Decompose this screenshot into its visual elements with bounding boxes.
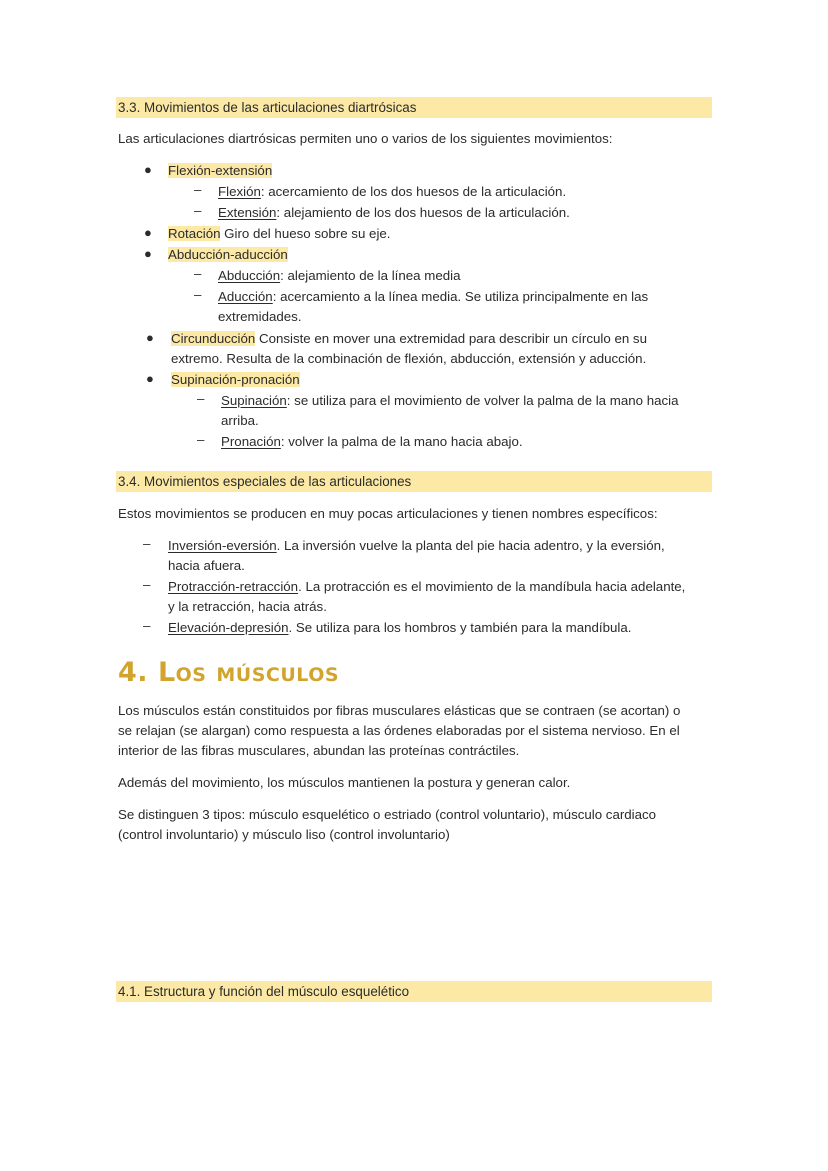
bullet-dot: ●: [144, 246, 152, 261]
section-3-3-intro: Las articulaciones diartrósicas permiten uno o varios de los siguientes movimientos:: [118, 131, 613, 146]
sub-item-supination-cont: arriba.: [221, 413, 259, 428]
sub-item-extension: Extensión: alejamiento de los dos huesos de la articulación.: [218, 205, 570, 220]
dash-marker: –: [143, 536, 151, 551]
list-item-inversion-eversion: Inversión-eversión. La inversión vuelve la planta del pie hacia adentro, y la eversión,: [168, 538, 665, 553]
section-4-1-heading: 4.1. Estructura y función del músculo esquelético: [116, 981, 712, 1002]
bullet-dot: ●: [144, 225, 152, 240]
list-item-rotation: Rotación Giro del hueso sobre su eje.: [168, 226, 391, 241]
list-item-protraction-retraction-cont: y la retracción, hacia atrás.: [168, 599, 327, 614]
section-3-4-heading: 3.4. Movimientos especiales de las articulaciones: [116, 471, 712, 492]
sub-item-supination: Supinación: se utiliza para el movimiento de volver la palma de la mano hacia: [221, 393, 679, 408]
sub-item-adduction: Aducción: acercamiento a la línea media. Se utiliza principalmente en las: [218, 289, 649, 304]
sub-item-flexion: Flexión: acercamiento de los dos huesos de la articulación.: [218, 184, 567, 199]
list-item-inversion-eversion-cont: hacia afuera.: [168, 558, 245, 573]
paragraph-1-line-2: se relajan (se alargan) como respuesta a las órdenes elaboradas por el sistema nervioso. En el: [118, 723, 680, 738]
dash-marker: –: [194, 287, 202, 302]
list-item-circumduction: Circunducción Consiste en mover una extremidad para describir un círculo en su: [171, 331, 647, 346]
paragraph-1-line-1: Los músculos están constituidos por fibras musculares elásticas que se contraen (se acortan) o: [118, 703, 681, 718]
list-item-protraction-retraction: Protracción-retracción. La protracción es el movimiento de la mandíbula hacia adelante,: [168, 579, 686, 594]
paragraph-3-line-2: (control involuntario) y músculo liso (control involuntario): [118, 827, 450, 842]
section-3-3-heading: 3.3. Movimientos de las articulaciones diartrósicas: [116, 97, 712, 118]
paragraph-2: Además del movimiento, los músculos mantienen la postura y generan calor.: [118, 775, 571, 790]
list-item-abduction-adduction: Abducción-aducción: [168, 247, 288, 262]
dash-marker: –: [143, 618, 151, 633]
paragraph-1-line-3: interior de las fibras musculares, abundan las proteínas contráctiles.: [118, 743, 520, 758]
bullet-dot: ●: [146, 330, 154, 345]
bullet-dot: ●: [146, 371, 154, 386]
section-3-4-intro: Estos movimientos se producen en muy pocas articulaciones y tienen nombres específicos:: [118, 506, 658, 521]
dash-marker: –: [197, 432, 205, 447]
bullet-dot: ●: [144, 162, 152, 177]
dash-marker: –: [143, 577, 151, 592]
sub-item-adduction-cont: extremidades.: [218, 309, 302, 324]
dash-marker: –: [194, 182, 202, 197]
dash-marker: –: [197, 391, 205, 406]
list-item-circumduction-cont: extremo. Resulta de la combinación de flexión, abducción, extensión y aducción.: [171, 351, 647, 366]
sub-item-abduction: Abducción: alejamiento de la línea media: [218, 268, 461, 283]
dash-marker: –: [194, 203, 202, 218]
sub-item-pronation: Pronación: volver la palma de la mano hacia abajo.: [221, 434, 523, 449]
list-item-supination-pronation: Supinación-pronación: [171, 372, 300, 387]
list-item-elevation-depression: Elevación-depresión. Se utiliza para los hombros y también para la mandíbula.: [168, 620, 632, 635]
paragraph-3-line-1: Se distinguen 3 tipos: músculo esquelético o estriado (control voluntario), músculo cardiaco: [118, 807, 657, 822]
section-4-title: 4. Los músculos: [118, 657, 340, 688]
list-item-flexion-extension: Flexión-extensión: [168, 163, 273, 178]
dash-marker: –: [194, 266, 202, 281]
